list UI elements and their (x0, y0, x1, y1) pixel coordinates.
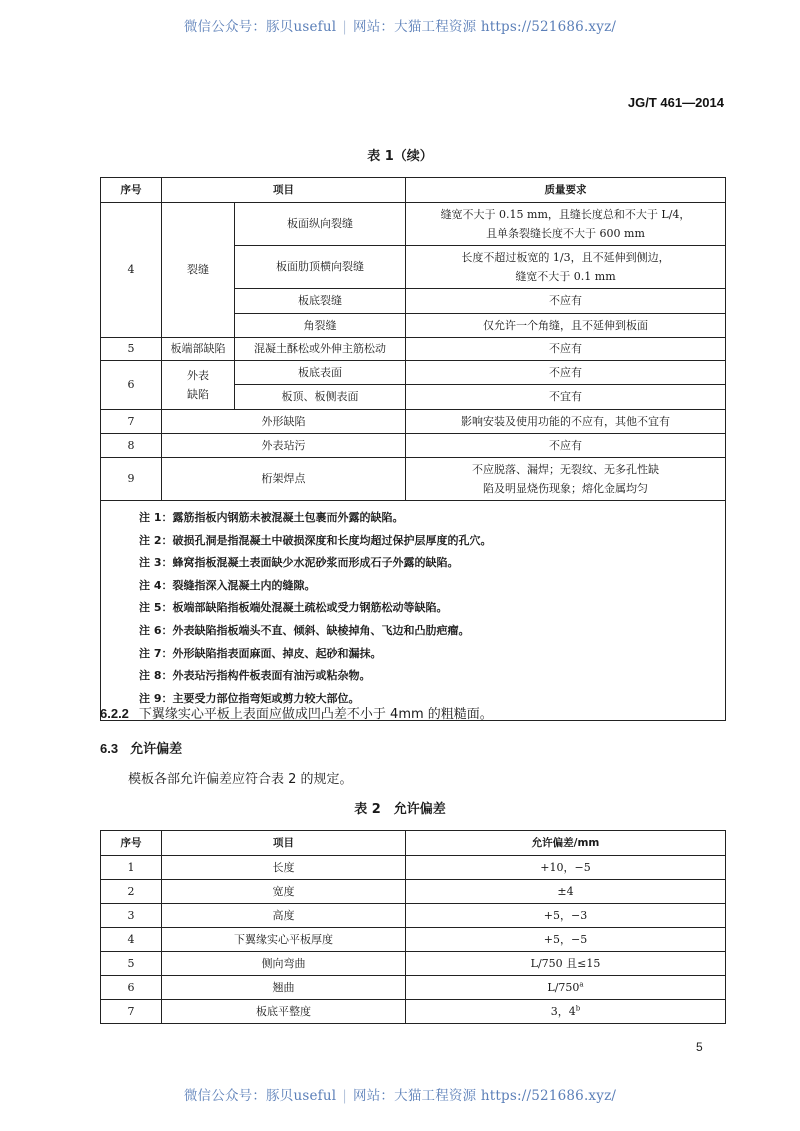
note-item: 注 6：外表缺陷指板端头不直、倾斜、缺棱掉角、飞边和凸肋疤瘤。 (139, 623, 470, 637)
cell-item: 翘曲 (162, 976, 406, 1000)
cell-requirement: 仅允许一个角缝，且不延伸到板面 (406, 314, 726, 338)
cell-no: 7 (101, 1000, 162, 1024)
note-item: 注 2：破损孔洞是指混凝土中破损深度和长度均超过保护层厚度的孔穴。 (139, 533, 492, 547)
cell-group (162, 361, 235, 410)
cell-item: 下翼缘实心平板厚度 (162, 928, 406, 952)
cell-item: 侧向弯曲 (162, 952, 406, 976)
table-row (101, 856, 726, 880)
cell-group: 裂缝 (162, 203, 235, 338)
cell-item: 板底平整度 (162, 1000, 406, 1024)
cell-requirement: 不应有 (406, 289, 726, 314)
standard-code: JG/T 461—2014 (627, 95, 724, 110)
requirement-line: 缝宽不大于 0.1 mm (515, 270, 616, 283)
cell-tolerance: L/750 且≤15 (406, 952, 726, 976)
page-number: 5 (696, 1040, 703, 1054)
cell-requirement (406, 246, 726, 289)
requirement-line: 长度不超过板宽的 1/3，且不延伸到侧边， (461, 250, 670, 264)
cell-item: 宽度 (162, 880, 406, 904)
cell-no: 6 (101, 976, 162, 1000)
footnote-marker: b (575, 1004, 581, 1013)
header-tolerance: 允许偏差/mm (406, 831, 726, 856)
cell-requirement: 不应有 (406, 338, 726, 361)
table-row (101, 952, 726, 976)
clause-text: 下翼缘实心平板上表面应做成凹凸差不小于 4mm 的粗糙面。 (138, 707, 493, 722)
table-notes (101, 501, 726, 721)
group-line: 外表 (187, 368, 209, 382)
clause-6-3-heading (100, 738, 182, 757)
table-row (101, 976, 726, 1000)
cell-no: 5 (101, 952, 162, 976)
requirement-line: 缝宽不大于 0.15 mm，且缝长度总和不大于 L/4， (440, 207, 691, 221)
cell-sub: 板底裂缝 (235, 289, 406, 314)
table-header-row (101, 831, 726, 856)
header-no: 序号 (101, 831, 162, 856)
cell-tolerance: +10，−5 (406, 856, 726, 880)
watermark-separator: | (342, 19, 348, 35)
table-row (101, 904, 726, 928)
tolerance-value: L/750 (547, 980, 580, 994)
header-requirement: 质量要求 (406, 178, 726, 203)
clause-6-2-2 (100, 703, 493, 722)
clause-6-3-paragraph: 模板各部允许偏差应符合表 2 的规定。 (128, 772, 353, 787)
table-row (101, 361, 726, 385)
note-item: 注 5：板端部缺陷指板端处混凝土疏松或受力钢筋松动等缺陷。 (139, 601, 448, 615)
cell-sub: 角裂缝 (235, 314, 406, 338)
watermark-bottom (0, 1084, 800, 1104)
table-row (101, 928, 726, 952)
cell-tolerance: ±4 (406, 880, 726, 904)
watermark-top (0, 15, 800, 35)
table2-caption: 表 2 允许偏差 (354, 802, 446, 817)
cell-item: 外表玷污 (162, 434, 406, 458)
requirement-line: 不应脱落、漏焊；无裂纹、无多孔性缺 (472, 462, 659, 476)
watermark-wechat: 微信公众号：豚贝useful (183, 19, 337, 35)
clause-number: 6.2.2 (100, 706, 129, 721)
cell-item: 高度 (162, 904, 406, 928)
cell-no: 6 (101, 361, 162, 410)
cell-no: 4 (101, 203, 162, 338)
cell-no: 2 (101, 880, 162, 904)
header-item: 项目 (162, 831, 406, 856)
cell-sub: 板顶、板侧表面 (235, 385, 406, 410)
cell-sub: 板面肋顶横向裂缝 (235, 246, 406, 289)
watermark-url[interactable]: https://521686.xyz/ (480, 19, 617, 35)
cell-no: 5 (101, 338, 162, 361)
cell-sub: 混凝土酥松或外伸主筋松动 (235, 338, 406, 361)
cell-requirement: 不应有 (406, 361, 726, 385)
table-row (101, 434, 726, 458)
watermark-site: 网站：大猫工程资源 (353, 19, 477, 35)
group-line: 缺陷 (187, 388, 209, 401)
cell-requirement (406, 458, 726, 501)
table-row (101, 338, 726, 361)
note-item: 注 7：外形缺陷指表面麻面、掉皮、起砂和漏抹。 (139, 646, 382, 660)
header-no: 序号 (101, 178, 162, 203)
watermark-site: 网站：大猫工程资源 (353, 1088, 477, 1104)
cell-item: 外形缺陷 (162, 410, 406, 434)
cell-no: 9 (101, 458, 162, 501)
table-row (101, 410, 726, 434)
note-item: 注 9：主要受力部位指弯矩或剪力较大部位。 (139, 691, 360, 705)
table-row (101, 458, 726, 501)
cell-no: 1 (101, 856, 162, 880)
cell-tolerance (406, 1000, 726, 1024)
cell-requirement: 不宜有 (406, 385, 726, 410)
allowable-deviation-table (100, 830, 726, 1024)
cell-no: 8 (101, 434, 162, 458)
table-row (101, 203, 726, 246)
table-row (101, 1000, 726, 1024)
cell-requirement: 不应有 (406, 434, 726, 458)
quality-requirements-table (100, 177, 726, 721)
watermark-separator: | (342, 1088, 348, 1104)
requirement-line: 且单条裂缝长度不大于 600 mm (486, 227, 645, 240)
cell-no: 4 (101, 928, 162, 952)
cell-no: 3 (101, 904, 162, 928)
cell-group: 板端部缺陷 (162, 338, 235, 361)
cell-item: 长度 (162, 856, 406, 880)
watermark-wechat: 微信公众号：豚贝useful (183, 1088, 337, 1104)
cell-no: 7 (101, 410, 162, 434)
watermark-url[interactable]: https://521686.xyz/ (480, 1088, 617, 1104)
footnote-marker: a (579, 980, 584, 989)
note-item: 注 1：露筋指板内钢筋未被混凝土包裹而外露的缺陷。 (139, 511, 404, 524)
tolerance-value: 3，4 (550, 1004, 576, 1018)
clause-title: 允许偏差 (130, 742, 183, 757)
cell-tolerance: +5，−3 (406, 904, 726, 928)
cell-requirement (406, 203, 726, 246)
requirement-line: 陷及明显烧伤现象；熔化金属均匀 (483, 482, 648, 495)
cell-tolerance (406, 976, 726, 1000)
notes-row (101, 501, 726, 721)
table-row (101, 880, 726, 904)
table1-caption: 表 1（续） (367, 149, 433, 164)
cell-tolerance: +5，−5 (406, 928, 726, 952)
header-item: 项目 (162, 178, 406, 203)
cell-requirement: 影响安装及使用功能的不应有，其他不宜有 (406, 410, 726, 434)
table-header-row (101, 178, 726, 203)
note-item: 注 8：外表玷污指构件板表面有油污或粘杂物。 (139, 669, 371, 683)
cell-item: 桁架焊点 (162, 458, 406, 501)
clause-number: 6.3 (100, 741, 119, 756)
cell-sub: 板面纵向裂缝 (235, 203, 406, 246)
note-item: 注 4：裂缝指深入混凝土内的缝隙。 (139, 578, 316, 592)
note-item: 注 3：蜂窝指板混凝土表面缺少水泥砂浆而形成石子外露的缺陷。 (139, 556, 459, 570)
cell-sub: 板底表面 (235, 361, 406, 385)
